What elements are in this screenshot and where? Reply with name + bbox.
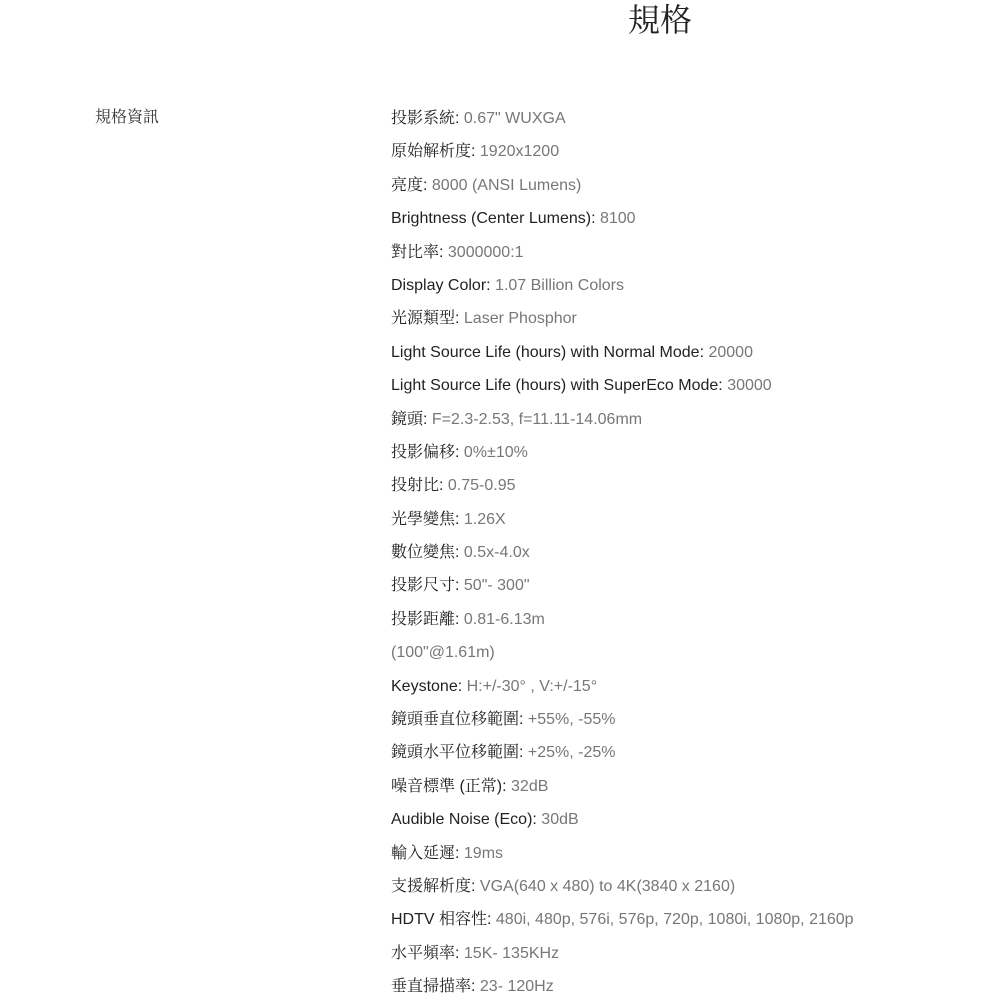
spec-value: 0%±10% (463, 443, 528, 461)
spec-item-input-lag (391, 837, 854, 870)
spec-item-throw-ratio (391, 469, 854, 502)
spec-key: Keystone: (391, 677, 463, 695)
spec-key: 原始解析度: (391, 143, 476, 161)
spec-value: VGA(640 x 480) to 4K(3840 x 2160) (479, 877, 736, 895)
spec-item-light-source-type (391, 302, 854, 335)
spec-value: 30dB (541, 811, 579, 829)
spec-value: (100"@1.61m) (391, 644, 495, 662)
spec-value: 30000 (727, 377, 772, 395)
spec-value: 20000 (708, 343, 753, 361)
spec-value: +55%, -55% (527, 711, 616, 729)
spec-value: 32dB (511, 777, 549, 795)
spec-key: 水平頻率: (391, 944, 460, 962)
spec-item-noise-normal (391, 770, 854, 803)
spec-item-projection-size (391, 569, 854, 602)
spec-item-brightness (391, 169, 854, 202)
spec-value: 480i, 480p, 576i, 576p, 720p, 1080i, 1080p, 2160p (495, 911, 854, 929)
spec-key: Display Color: (391, 276, 491, 294)
spec-item-projection-offset (391, 436, 854, 469)
spec-item-contrast-ratio (391, 236, 854, 269)
spec-item-light-life-supereco (391, 369, 854, 402)
spec-key: 對比率: (391, 243, 444, 261)
spec-item-native-resolution (391, 135, 854, 168)
spec-key: Light Source Life (hours) with Normal Mode: (391, 343, 705, 361)
spec-value: 0.81-6.13m (463, 610, 545, 628)
spec-key: 光學變焦: (391, 510, 460, 528)
spec-key: 鏡頭垂直位移範圍: (391, 711, 524, 729)
spec-key: 亮度: (391, 176, 428, 194)
spec-item-vertical-scan-rate (391, 970, 854, 1003)
spec-value: 8000 (ANSI Lumens) (431, 176, 582, 194)
spec-key: 支援解析度: (391, 877, 476, 895)
spec-item-projection-distance (391, 603, 854, 636)
spec-value: 3000000:1 (447, 243, 524, 261)
spec-value: F=2.3-2.53, f=11.11-14.06mm (431, 410, 643, 428)
spec-value: H:+/-30° , V:+/-15° (466, 677, 598, 695)
spec-value: 8100 (599, 210, 636, 228)
spec-value: 1.07 Billion Colors (495, 276, 624, 294)
spec-key: 垂直掃描率: (391, 978, 476, 996)
spec-key: 投影偏移: (391, 443, 460, 461)
spec-key: Audible Noise (Eco): (391, 811, 537, 829)
spec-value: 23- 120Hz (479, 978, 554, 996)
spec-item-lens-shift-horizontal (391, 736, 854, 769)
spec-item-display-color (391, 269, 854, 302)
spec-item-hdtv-compatibility (391, 903, 854, 936)
spec-item-optical-zoom (391, 503, 854, 536)
spec-item-center-brightness (391, 202, 854, 235)
spec-value: 1920x1200 (479, 143, 560, 161)
spec-key: 投射比: (391, 477, 444, 495)
spec-key: 鏡頭水平位移範圍: (391, 744, 524, 762)
spec-key: Light Source Life (hours) with SuperEco Mode: (391, 377, 723, 395)
spec-key: 數位變焦: (391, 544, 460, 562)
spec-key: 投影尺寸: (391, 577, 460, 595)
spec-list (391, 102, 854, 1004)
spec-value: Laser Phosphor (463, 310, 577, 328)
spec-key: 投影距離: (391, 610, 460, 628)
spec-value: +25%, -25% (527, 744, 616, 762)
spec-key: 噪音標準 (正常): (391, 777, 507, 795)
spec-value: 0.67" WUXGA (463, 110, 566, 127)
spec-item-lens (391, 403, 854, 436)
spec-key: Brightness (Center Lumens): (391, 210, 596, 228)
spec-item-supported-resolution (391, 870, 854, 903)
spec-key: 鏡頭: (391, 410, 428, 428)
spec-key: 投影系統: (391, 110, 460, 127)
spec-key: HDTV 相容性: (391, 911, 492, 929)
spec-item-lens-shift-vertical (391, 703, 854, 736)
spec-value: 19ms (463, 844, 504, 862)
spec-item-noise-eco (391, 803, 854, 836)
spec-item-keystone (391, 670, 854, 703)
section-label: 規格資訊 (95, 109, 160, 126)
spec-value: 0.75-0.95 (447, 477, 516, 495)
spec-item-light-life-normal (391, 336, 854, 369)
spec-value: 0.5x-4.0x (463, 544, 530, 562)
spec-key: 光源類型: (391, 310, 460, 328)
spec-item-horizontal-frequency (391, 937, 854, 970)
spec-value: 50"- 300" (463, 577, 530, 595)
page-title: 規格 (627, 2, 692, 38)
spec-item-projection-distance-note (391, 636, 854, 669)
spec-item-projection-system (391, 102, 854, 135)
spec-key: 輸入延遲: (391, 844, 460, 862)
spec-value: 1.26X (463, 510, 506, 528)
spec-item-digital-zoom (391, 536, 854, 569)
spec-value: 15K- 135KHz (463, 944, 560, 962)
